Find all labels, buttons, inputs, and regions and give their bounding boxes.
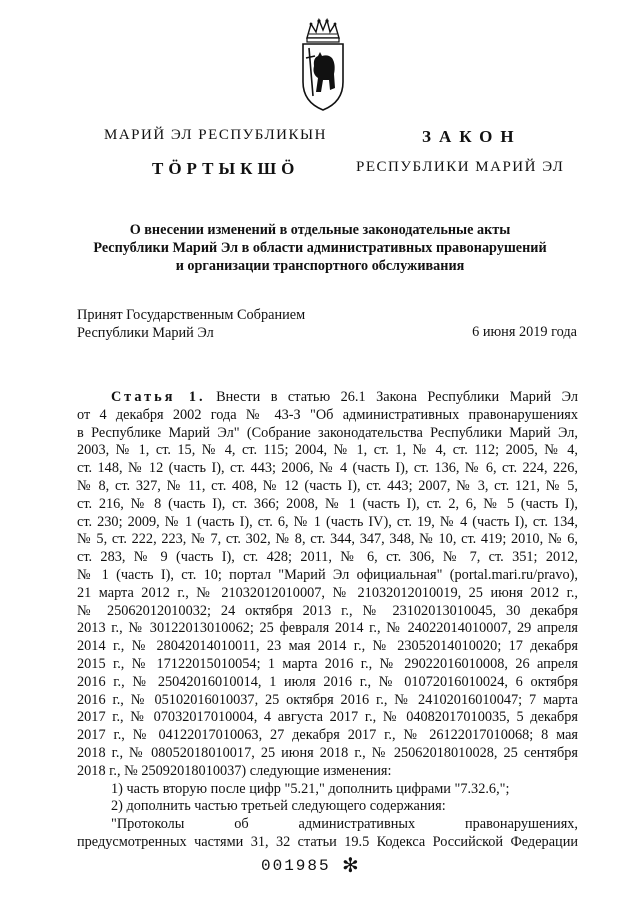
article-line: 2016 г., № 05102016010037, 25 октября 2016 г., № 24102016010047; 7 марта [77, 691, 578, 708]
adoption-line: Республики Марий Эл [77, 325, 214, 341]
document-serial-number: 001985 [261, 857, 331, 875]
article-first-line [77, 389, 578, 407]
header-law-word: ЗАКОН [422, 127, 522, 146]
header-law-word-mari: ТӦРТЫКШӦ [152, 159, 300, 178]
article-line: 2003, № 1, ст. 15, № 4, ст. 115; 2004, № 1, ст. 1, № 4, ст. 112; 2005, № 4, [77, 442, 578, 459]
article-line: 21 марта 2012 г., № 21032012010007, № 21032012010019, 25 июня 2012 г., [77, 584, 578, 601]
article-line: 2017 г., № 04122017010063, 27 декабря 2017 г., № 26122017010068; 8 мая [77, 727, 578, 744]
adoption-block [77, 306, 305, 342]
article-text: Внести в статью 26.1 Закона Республики Марий Эл [216, 389, 578, 405]
asterisk-mark-icon: ✻ [342, 855, 359, 877]
article-line: № 5, ст. 222, 223, № 7, ст. 302, № 8, ст. 344, 347, 348, № 10, ст. 419; 2010, № 6, [77, 531, 578, 548]
article-line: 2015 г., № 17122015010054; 1 марта 2016 г., № 29022016010008, 26 апреля [77, 655, 578, 672]
article-item-1: 1) часть вторую после цифр "5.21," дополнить цифрами "7.32.6,"; [111, 780, 510, 797]
article-line: от 4 декабря 2002 года № 43-З "Об административных правонарушениях [77, 406, 578, 423]
article-1 [77, 389, 578, 852]
header-republic-name: РЕСПУБЛИКИ МАРИЙ ЭЛ [356, 159, 565, 175]
article-line: ст. 283, № 9 (часть I), ст. 428; 2011, № 6, ст. 306, № 7, ст. 351; 2012, [77, 549, 578, 566]
article-line: 2014 г., № 28042014010011, 23 мая 2014 г., № 23052014010020; 17 декабря [77, 638, 578, 655]
article-line: № 25062012010032; 24 октября 2013 г., № 23102013010045, 30 декабря [77, 602, 578, 619]
header-republic-name-mari: МАРИЙ ЭЛ РЕСПУБЛИКЫН [104, 127, 327, 143]
article-line: 2018 г., № 25092018010037) следующие изменения: [77, 762, 392, 779]
article-line: № 1 (часть I), ст. 10; портал "Марий Эл официальная" (portal.mari.ru/pravo), [77, 566, 578, 583]
article-line: 2018 г., № 08052018010017, 25 июня 2018 г., № 25062018010028, 25 сентября [77, 744, 578, 761]
article-line: 2016 г., № 25042016010014, 1 июля 2016 г., № 01072016010024, 6 октября [77, 673, 578, 690]
title-line: Республики Марий Эл в области административных правонарушений [93, 240, 547, 256]
document-title [60, 221, 580, 275]
article-item-2: 2) дополнить частью третьей следующего содержания: [111, 798, 446, 815]
adoption-date: 6 июня 2019 года [472, 324, 577, 340]
adoption-line: Принят Государственным Собранием [77, 307, 306, 323]
quote-line: предусмотренных частями 31, 32 статьи 19.5 Кодекса Российской Федерации [77, 833, 578, 850]
article-label: Статья 1. [111, 389, 206, 405]
title-line: и организации транспортного обслуживания [175, 258, 465, 274]
article-line: ст. 148, № 12 (часть I), ст. 443; 2006, № 4 (часть I), ст. 136, № 6, ст. 224, 226, [77, 460, 578, 477]
article-line: в Республике Марий Эл" (Собрание законодательства Республики Марий Эл, [77, 424, 578, 441]
title-line: О внесении изменений в отдельные законодательные акты [129, 222, 511, 238]
coat-of-arms-icon [299, 18, 347, 114]
quote-line: "Протоколы об административных правонарушениях, [111, 816, 578, 833]
article-line: 2017 г., № 07032017010004, 4 августа 2017 г., № 04082017010035, 5 декабря [77, 709, 578, 726]
article-line: 2013 г., № 30122013010062; 25 февраля 2014 г., № 24022014010007, 29 апреля [77, 620, 578, 637]
article-line: ст. 230; 2009, № 1 (часть I), ст. 6, № 1 (часть IV), ст. 19, № 4 (часть I), ст. 134, [77, 513, 578, 530]
article-line: ст. 216, № 8 (часть I), ст. 366; 2008, № 1 (часть I), ст. 2, 6, № 5 (часть I), [77, 495, 578, 512]
article-line: № 8, ст. 327, № 11, ст. 408, № 12 (часть I), ст. 443; 2007, № 3, ст. 121, № 5, [77, 477, 578, 494]
